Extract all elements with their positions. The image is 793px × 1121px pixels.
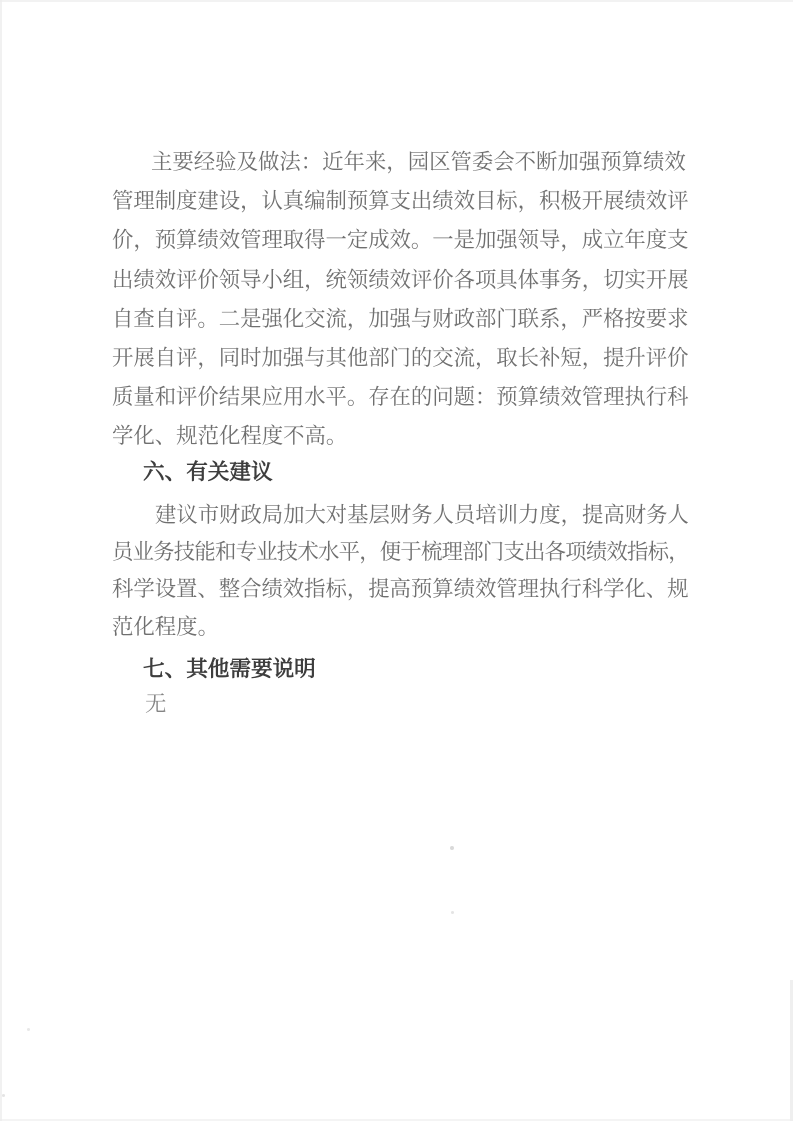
text-line: 质量和评价结果应用水平。存在的问题：预算绩效管理执行科: [112, 385, 689, 411]
text-line: 价，预算绩效管理取得一定成效。一是加强领导，成立年度支: [112, 228, 689, 254]
text-line: 自查自评。二是强化交流，加强与财政部门联系，严格按要求: [112, 306, 689, 332]
scan-speck: [451, 911, 454, 914]
heading-section-six-suggestions: 六、有关建议: [143, 460, 273, 485]
text-line: 学化、规范化程度不高。: [112, 424, 348, 450]
text-line: 无: [145, 692, 167, 717]
text-line: 员业务技能和专业技术水平，便于梳理部门支出各项绩效指标，: [112, 540, 689, 566]
scan-speck: [2, 1094, 5, 1097]
paragraph-suggestions: [112, 497, 689, 646]
text-line: 管理制度建设，认真编制预算支出绩效目标，积极开展绩效评: [112, 189, 689, 215]
text-line: 范化程度。: [112, 614, 219, 640]
text-line: 科学设置、整合绩效指标，提高预算绩效管理执行科学化、规: [112, 577, 689, 603]
text-line: 建议市财政局加大对基层财务人员培训力度，提高财务人: [155, 503, 689, 528]
text-line: 开展自评，同时加强与其他部门的交流，取长补短，提升评价: [112, 345, 689, 371]
heading-section-seven-other-notes: 七、其他需要说明: [143, 657, 316, 682]
scan-speck: [27, 1028, 30, 1031]
paragraph-none: [145, 692, 722, 718]
scan-speck: [450, 846, 454, 850]
paragraph-experience-and-practices: [112, 143, 689, 457]
scan-edge-left: [0, 0, 2, 1121]
document-body: [112, 0, 689, 1121]
text-line: 出绩效评价领导小组，统领绩效评价各项具体事务，切实开展: [112, 267, 689, 293]
text-line: 主要经验及做法：近年来，园区管委会不断加强预算绩效: [151, 150, 686, 175]
